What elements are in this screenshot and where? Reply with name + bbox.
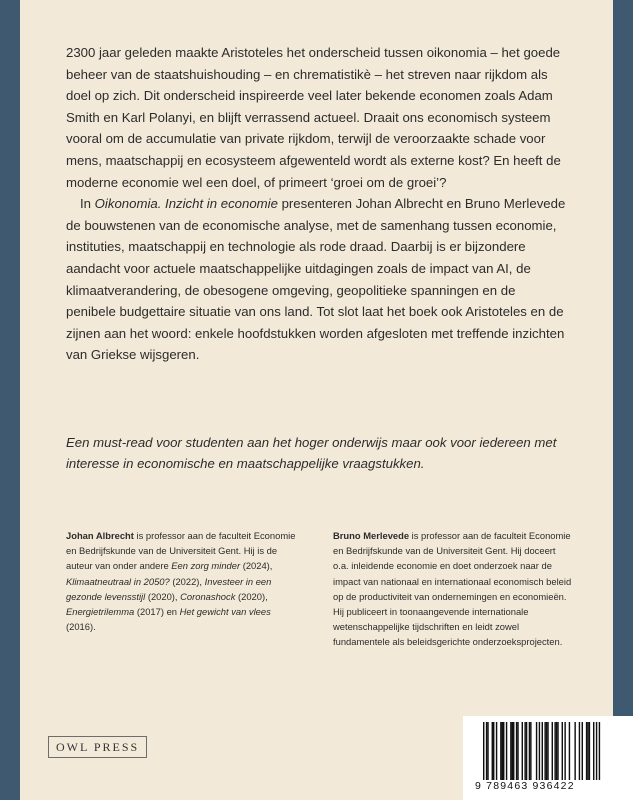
bio-text: is professor aan de faculteit Economie en Bedrijfskunde van de Universiteit Gent. Hij doceert o.a. inleidende economie en doet onderzoek naar de impact van nationaal en internationaal economisch beleid op de productiviteit van ondernemingen en economieën. Hij publiceert in toonaangevende internationale wetenschappelijke tijdschriften en leidt zowel fundamentele als beleidsgerichte onderzoeksprojecten. bbox=[333, 530, 572, 648]
barcode-bar bbox=[510, 722, 511, 780]
barcode-bar bbox=[486, 722, 487, 780]
paragraph-2-lead: In bbox=[80, 196, 95, 212]
barcode-bar bbox=[544, 722, 545, 780]
barcode-bar bbox=[506, 722, 507, 780]
barcode-bar bbox=[487, 722, 488, 780]
barcode-bar bbox=[554, 722, 555, 780]
barcode-bar bbox=[516, 722, 517, 780]
author-bio-albrecht bbox=[66, 528, 301, 634]
barcode-bar bbox=[582, 722, 583, 780]
barcode-bar bbox=[556, 722, 557, 780]
author-name: Bruno Merlevede bbox=[333, 530, 410, 541]
isbn-barcode bbox=[463, 716, 633, 800]
paragraph-2-body: presenteren Johan Albrecht en Bruno Merlevede de bouwstenen van de economische analyse, met de samenhang tussen economie, instituties, maatschappij en technologie als rode draad. Daarbij is er bijzondere aandacht voor actuele maatschappelijke uitdagingen zoals de impact van AI, de klimaatverandering, de obesogene omgeving, geopolitieke spanningen en de penibele budgettaire situatie van ons land. Tot slot laat het boek ook Aristoteles en de zijnen aan het woord: enkele hoofdstukken worden afgesloten met treffende inzichten van Griekse wijsgeren. bbox=[66, 196, 566, 363]
cover-edge bbox=[613, 0, 633, 800]
barcode-bar bbox=[547, 722, 548, 780]
barcode-bar bbox=[517, 722, 518, 780]
barcode-bar bbox=[562, 722, 563, 780]
book-ref: Het gewicht van vlees bbox=[179, 606, 271, 618]
barcode-bar bbox=[536, 722, 537, 780]
blurb-paragraph-2 bbox=[66, 193, 566, 366]
book-ref: Energietrilemma bbox=[66, 606, 135, 618]
barcode-bar bbox=[500, 722, 501, 780]
barcode-bar bbox=[542, 722, 543, 780]
bio-text: is professor aan de faculteit Economie en Bedrijfskunde van de Universiteit Gent. Hij is de auteur van onder andere bbox=[66, 530, 296, 572]
barcode-bar bbox=[483, 722, 484, 780]
barcode-bar bbox=[589, 722, 590, 780]
barcode-bar bbox=[539, 722, 540, 780]
bio-text: (2020), bbox=[145, 590, 181, 602]
blurb-paragraph-1: 2300 jaar geleden maakte Aristoteles het onderscheid tussen oikonomia – het goede beheer van de staatshuishouding – en chrematistikè – het streven naar rijkdom als doel op zich. Dit onderscheid inspireerde veel later bekende economen zoals Adam Smith en Karl Polanyi, en blijft verrassend actueel. Draait ons economisch systeem vooral om de accumulatie van private rijkdom, terwijl de veroorzaakte schade voor mens, maatschappij en ecosysteem afgewenteld wordt als externe kost? En heeft de moderne economie wel een doel, of primeert ‘groei om de groei’? bbox=[66, 45, 561, 190]
bio-text: (2024), bbox=[240, 560, 273, 572]
barcode-bar bbox=[522, 722, 523, 780]
bio-text: (2016). bbox=[66, 621, 96, 633]
publisher-logo bbox=[48, 736, 147, 758]
author-name: Johan Albrecht bbox=[66, 530, 134, 541]
barcode-bar bbox=[530, 722, 531, 780]
barcode-bar bbox=[593, 722, 594, 780]
barcode-bar bbox=[526, 722, 527, 780]
barcode-bar bbox=[579, 722, 580, 780]
barcode-bar bbox=[569, 722, 570, 780]
barcode-bar bbox=[492, 722, 493, 780]
book-ref: Een zorg minder bbox=[171, 560, 241, 572]
barcode-bar bbox=[586, 722, 587, 780]
book-ref: Investeer in een gezonde levensstijl bbox=[66, 575, 272, 602]
barcode-bar bbox=[546, 722, 547, 780]
barcode-bar bbox=[529, 722, 530, 780]
barcode-bar bbox=[599, 722, 600, 780]
book-back-cover bbox=[20, 0, 613, 800]
barcode-bar bbox=[513, 722, 514, 780]
barcode-bar bbox=[557, 722, 558, 780]
isbn-digits: 9 789463 936422 bbox=[475, 780, 575, 792]
barcode-bar bbox=[493, 722, 494, 780]
author-bio-merlevede bbox=[333, 528, 573, 650]
barcode-bar bbox=[564, 722, 565, 780]
barcode-bar bbox=[574, 722, 575, 780]
barcode-bar bbox=[496, 722, 497, 780]
barcode-bar bbox=[596, 722, 597, 780]
barcode-bar bbox=[587, 722, 588, 780]
barcode-bar bbox=[524, 722, 525, 780]
barcode-bar bbox=[512, 722, 513, 780]
blurb bbox=[66, 42, 566, 366]
barcode-bar bbox=[502, 722, 503, 780]
barcode-bar bbox=[503, 722, 504, 780]
book-title: Oikonomia. Inzicht in economie bbox=[94, 196, 278, 212]
bio-text: (2022), bbox=[169, 575, 205, 587]
book-ref: Klimaatneutraal in 2050? bbox=[66, 575, 170, 587]
bio-text: (2020), bbox=[235, 590, 268, 602]
tagline: Een must-read voor studenten aan het hoger onderwijs maar ook voor iedereen met interesse in economische en maatschappelijke vraagstukken. bbox=[66, 435, 557, 471]
barcode-bars bbox=[483, 722, 603, 780]
bio-text: (2017) en bbox=[134, 606, 180, 618]
book-ref: Coronashock bbox=[180, 590, 236, 602]
publisher-name: OWL PRESS bbox=[56, 739, 140, 754]
barcode-bar bbox=[552, 722, 553, 780]
